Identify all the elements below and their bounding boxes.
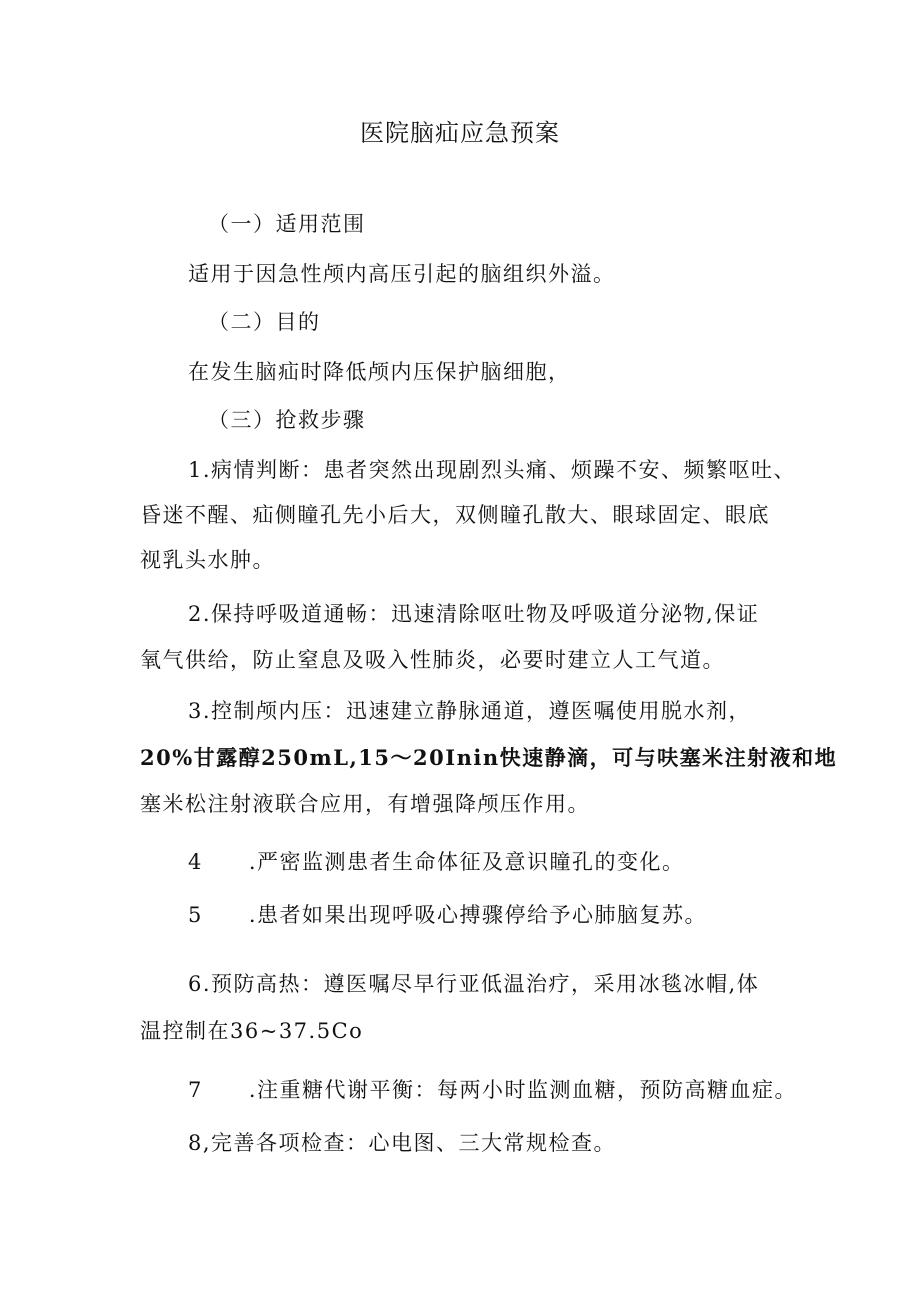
step-1-line-2: 昏迷不醒、疝侧瞳孔先小后大，双侧瞳孔散大、眼球固定、眼底 xyxy=(140,503,770,527)
step-1-line-3: 视乳头水肿。 xyxy=(140,548,275,572)
step-3-line-1: 3.控制颅内压：迅速建立静脉通道，遵医嘱使用脱水剂， xyxy=(188,699,752,723)
step-4 xyxy=(188,846,685,876)
step-6-line-1: 6.预防高热：遵医嘱尽早行亚低温治疗，采用冰毯冰帽,体 xyxy=(188,972,760,996)
section-text-purpose: 在发生脑疝时降低颅内压保护脑细胞， xyxy=(188,360,571,384)
step-1-line-1: 1.病情判断：患者突然出现剧烈头痛、烦躁不安、频繁呕吐、 xyxy=(188,458,797,482)
section-text-scope: 适用于因急性颅内高压引起的脑组织外溢。 xyxy=(188,262,616,286)
section-heading-steps: （三）抢救步骤 xyxy=(208,408,366,432)
step-6-line-2: 温控制在36~37.5Co xyxy=(140,1019,364,1043)
step-4-number: 4 xyxy=(188,850,203,874)
step-3-line-3: 塞米松注射液联合应用，有增强降颅压作用。 xyxy=(140,792,590,816)
step-8-line-1: 8,完善各项检查：心电图、三大常规检查。 xyxy=(188,1131,617,1155)
section-heading-scope: （一）适用范围 xyxy=(208,212,366,236)
step-4-text: .严密监测患者生命体征及意识瞳孔的变化。 xyxy=(248,850,685,874)
step-7-text: .注重糖代谢平衡：每两小时监测血糖，预防高糖血症。 xyxy=(248,1078,798,1102)
step-5-text: .患者如果出现呼吸心搏骤停给予心肺脑复苏。 xyxy=(248,903,708,927)
step-5-number: 5 xyxy=(188,903,203,927)
document-title: 医院脑疝应急预案 xyxy=(360,119,560,147)
step-5 xyxy=(188,899,707,929)
step-2-line-1: 2.保持呼吸道通畅：迅速清除呕吐物及呼吸道分泌物,保证 xyxy=(188,602,760,626)
step-7 xyxy=(188,1074,797,1104)
step-3-line-2: 20%甘露醇250mL,15～20Inin快速静滴，可与呋塞米注射液和地 xyxy=(140,745,838,770)
step-2-line-2: 氧气供给，防止窒息及吸入性肺炎，必要时建立人工气道。 xyxy=(140,648,725,672)
step-7-number: 7 xyxy=(188,1078,203,1102)
section-heading-purpose: （二）目的 xyxy=(208,310,321,334)
